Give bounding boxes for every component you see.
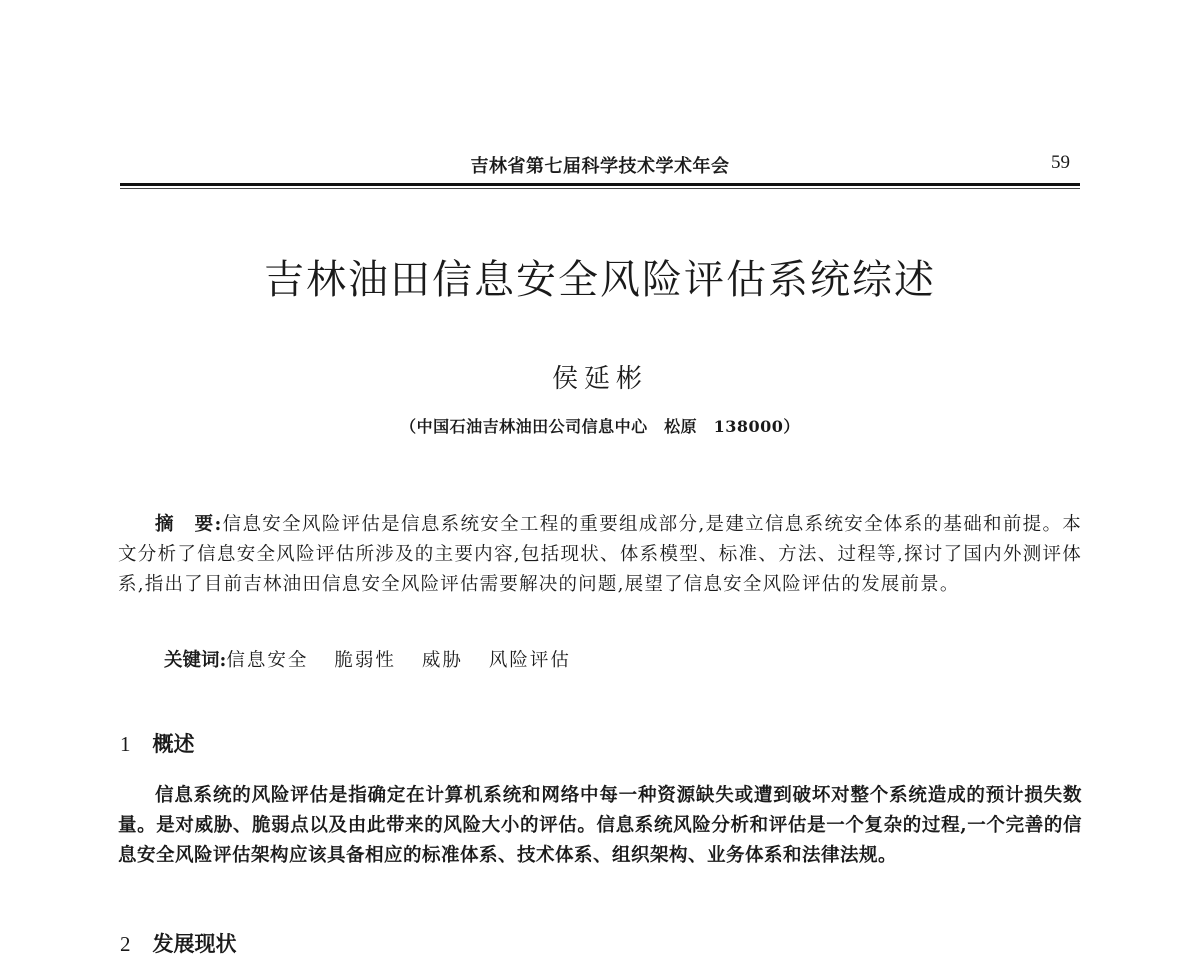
section-heading xyxy=(120,928,237,958)
section-heading xyxy=(120,728,195,758)
keywords-label: 关键词: xyxy=(164,650,227,671)
header-rule-thin xyxy=(120,188,1080,189)
author-name: 侯延彬 xyxy=(551,364,648,394)
header-rule xyxy=(120,183,1080,186)
keyword: 威胁 xyxy=(421,650,463,671)
section-number: 1 xyxy=(120,732,131,756)
section-number: 2 xyxy=(120,932,131,956)
section-paragraph: 信息系统的风险评估是指确定在计算机系统和网络中每一种资源缺失或遭到破坏对整个系统造成的预计损失数量。是对威胁、脆弱点以及由此带来的风险大小的评估。信息系统风险分析和评估是一个复杂的过程,一个完善的信息安全风险评估架构应该具备相应的标准体系、技术体系、组织架构、业务体系和法律法规。 xyxy=(118,785,1082,866)
section-title: 概述 xyxy=(152,732,195,756)
section-title: 发展现状 xyxy=(152,932,237,956)
abstract-label: 摘 要: xyxy=(155,514,223,535)
keyword: 风险评估 xyxy=(488,650,571,671)
journal-name: 吉林省第七届科学技术学术年会 xyxy=(470,156,730,177)
keywords xyxy=(164,646,597,676)
keyword: 信息安全 xyxy=(226,650,309,671)
keyword: 脆弱性 xyxy=(334,650,396,671)
running-header xyxy=(120,150,1080,180)
abstract xyxy=(118,510,1082,600)
author-affiliation: （中国石油吉林油田公司信息中心 松原 138000） xyxy=(400,417,800,436)
page-number: 59 xyxy=(1051,152,1070,173)
abstract-text: 信息安全风险评估是信息系统安全工程的重要组成部分,是建立信息系统安全体系的基础和前提。本文分析了信息安全风险评估所涉及的主要内容,包括现状、体系模型、标准、方法、过程等,探讨了国内外测评体系,指出了目前吉林油田信息安全风险评估需要解决的问题,展望了信息安全风险评估的发展前景。 xyxy=(118,514,1082,595)
paper-title: 吉林油田信息安全风险评估系统综述 xyxy=(264,257,936,303)
